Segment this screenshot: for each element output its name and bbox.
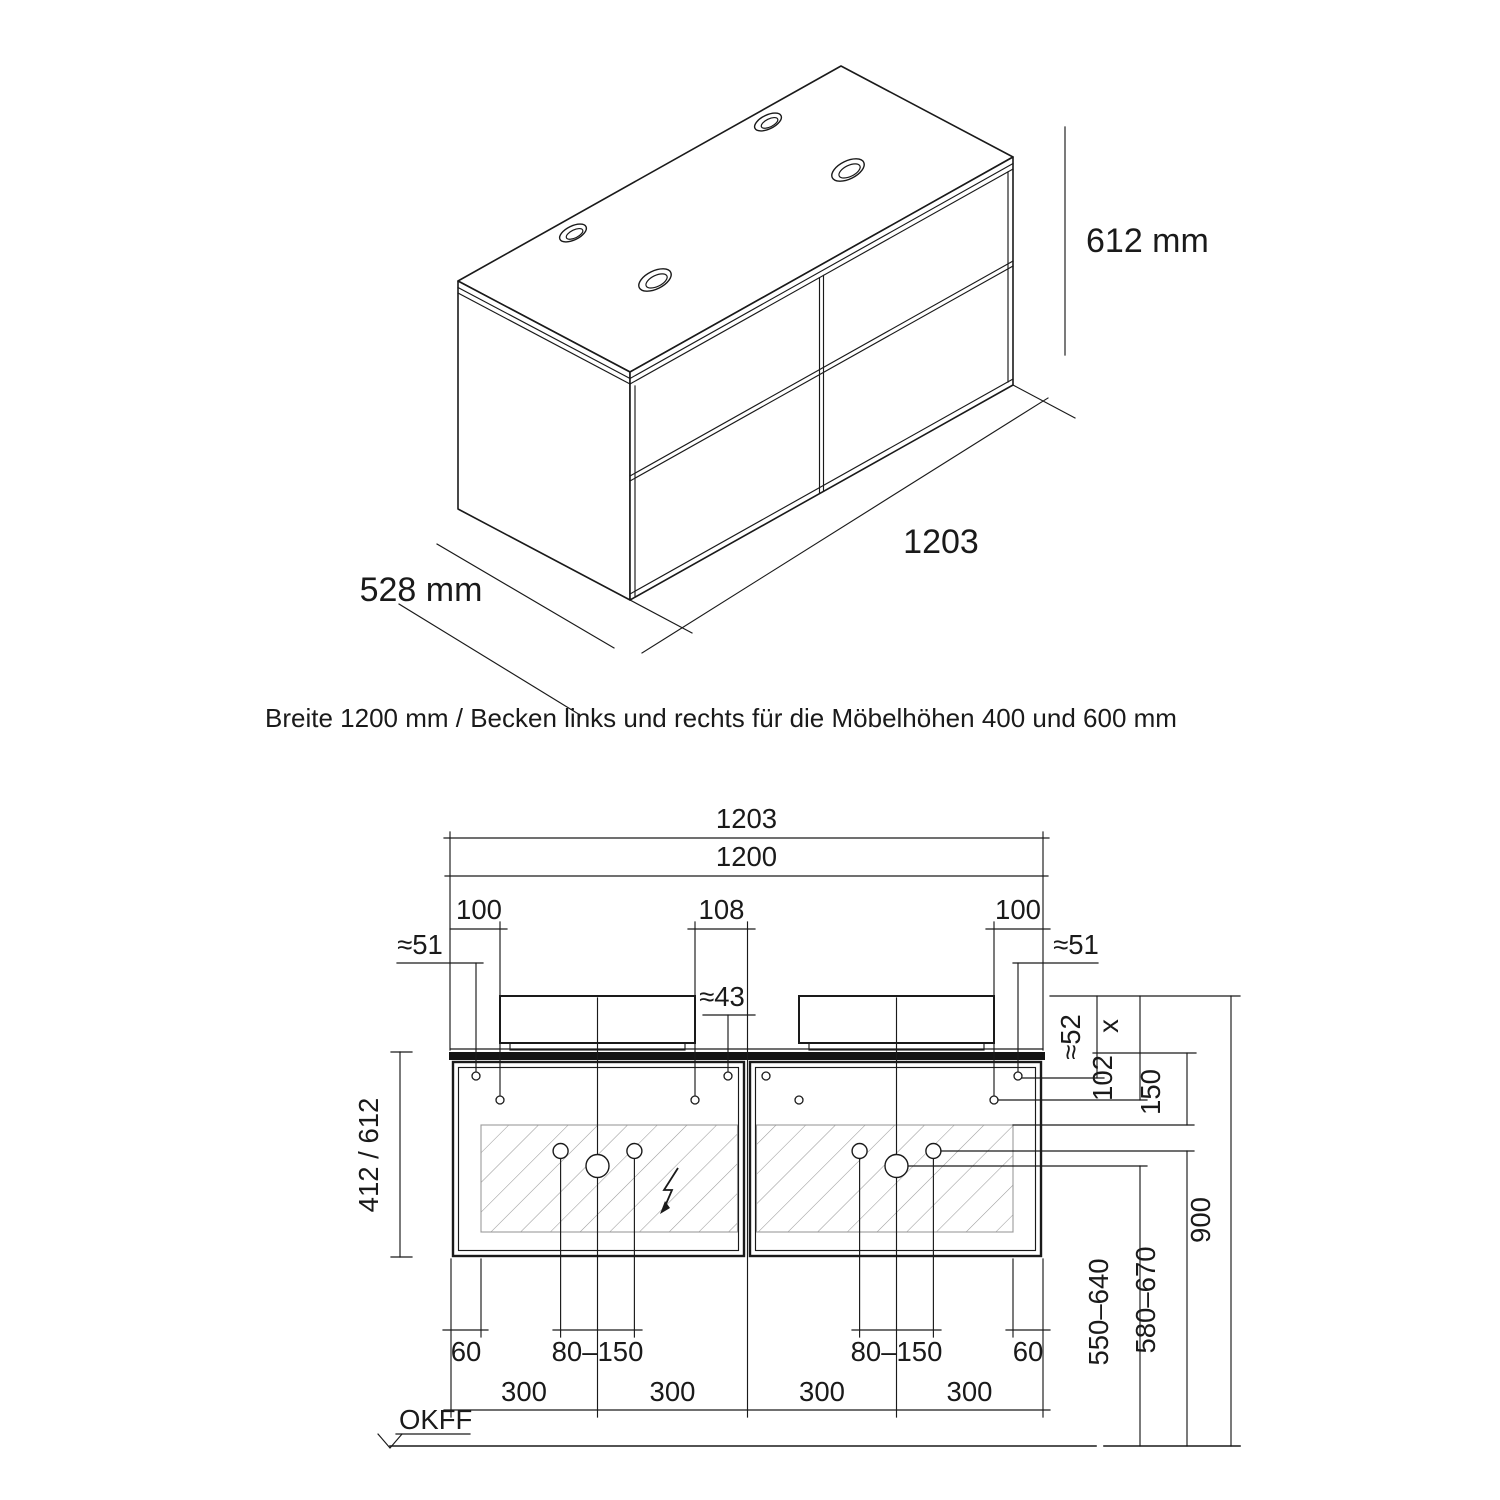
dim-left-100 xyxy=(450,894,507,929)
dim-body-width xyxy=(445,841,1048,876)
dim-60-left-text: 60 xyxy=(450,1336,482,1367)
dim-right-51 xyxy=(1013,929,1099,963)
dim-right-51-text: ≈51 xyxy=(1053,929,1099,960)
dim-300-2-text: 300 xyxy=(649,1376,696,1407)
dim-102-text: 102 xyxy=(1087,1055,1118,1101)
dim-height-612 xyxy=(1065,127,1209,355)
dim-cabinet-height xyxy=(353,1052,412,1257)
dim-right-100 xyxy=(986,894,1050,929)
dim-basin-rim-text: ≈52 xyxy=(1055,1014,1086,1060)
isometric-view xyxy=(360,66,1209,715)
dim-150-text: 150 xyxy=(1135,1069,1166,1115)
dim-rim-height-text: 900 xyxy=(1185,1197,1216,1243)
dim-depth-text: 528 mm xyxy=(359,571,483,609)
dim-width-text: 1203 xyxy=(903,523,979,561)
front-elevation xyxy=(353,803,1240,1448)
datum-label: OKFF xyxy=(399,1404,473,1435)
dim-center-43 xyxy=(699,981,755,1015)
dim-80-150-right-text: 80–150 xyxy=(850,1336,943,1367)
dim-left-51-text: ≈51 xyxy=(397,929,443,960)
dim-bottom-offsets xyxy=(443,1330,1050,1367)
dim-cabinet-height-text: 412 / 612 xyxy=(353,1097,384,1213)
dim-80-150-left-text: 80–150 xyxy=(551,1336,644,1367)
dim-center-108 xyxy=(688,894,755,929)
dim-overall-width xyxy=(444,803,1049,838)
cabinet-3d-body xyxy=(458,66,1013,600)
dim-300-1-text: 300 xyxy=(501,1376,547,1407)
dim-body-width-text: 1200 xyxy=(715,841,778,872)
dim-drain-height-text: 550–640 xyxy=(1083,1258,1114,1366)
dim-right-100-text: 100 xyxy=(995,894,1041,925)
dim-60-right-text: 60 xyxy=(1012,1336,1044,1367)
dim-center-108-text: 108 xyxy=(698,894,745,925)
datum-okff xyxy=(378,1404,1240,1448)
dim-300-4-text: 300 xyxy=(946,1376,993,1407)
dim-left-100-text: 100 xyxy=(456,894,502,925)
dim-300-3-text: 300 xyxy=(799,1376,845,1407)
dim-variable-text: x xyxy=(1093,1019,1124,1033)
dim-left-51 xyxy=(397,929,483,963)
dim-center-43-text: ≈43 xyxy=(699,981,745,1012)
dim-height-text: 612 mm xyxy=(1086,222,1209,260)
dim-supply-height-text: 580–670 xyxy=(1130,1246,1161,1354)
caption: Breite 1200 mm / Becken links und rechts für die Möbelhöhen 400 und 600 mm xyxy=(265,703,1177,733)
hatch-zone-right xyxy=(757,1125,1014,1232)
dim-chain-right xyxy=(1055,996,1231,1446)
dim-overall-width-text: 1203 xyxy=(715,803,778,834)
hatch-zone-left xyxy=(481,1125,738,1232)
